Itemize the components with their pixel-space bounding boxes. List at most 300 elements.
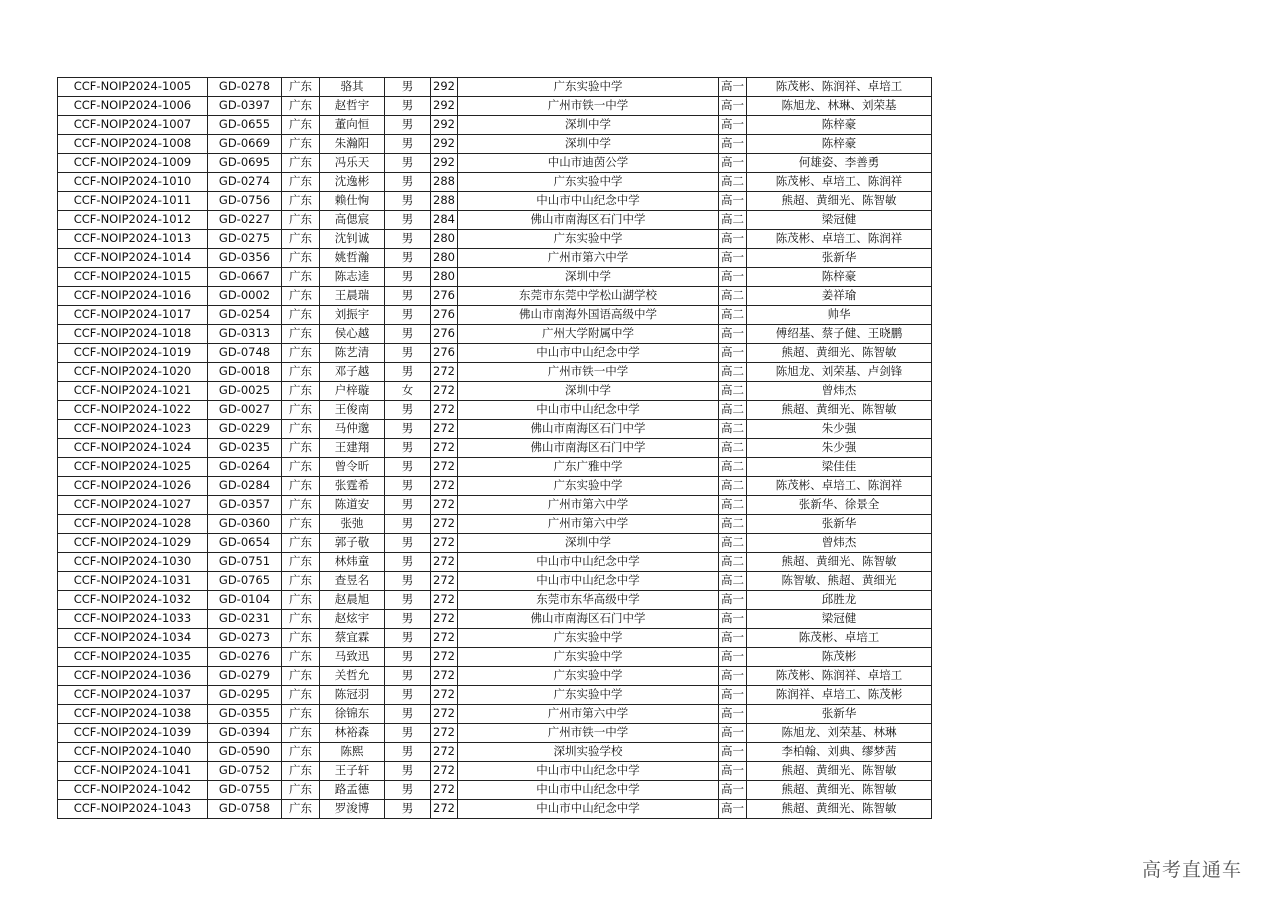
grade-cell: 高一: [719, 800, 747, 819]
gender-cell: 男: [385, 325, 431, 344]
name-cell: 高偲宸: [320, 211, 385, 230]
ticket-id-cell: CCF-NOIP2024-1034: [58, 629, 208, 648]
grade-cell: 高二: [719, 439, 747, 458]
grade-cell: 高一: [719, 249, 747, 268]
gender-cell: 男: [385, 78, 431, 97]
candidate-id-cell: GD-0264: [208, 458, 282, 477]
province-cell: 广东: [282, 382, 320, 401]
ticket-id-cell: CCF-NOIP2024-1015: [58, 268, 208, 287]
grade-cell: 高一: [719, 344, 747, 363]
score-cell: 292: [431, 135, 458, 154]
results-table: [57, 77, 932, 819]
grade-cell: 高二: [719, 173, 747, 192]
gender-cell: 男: [385, 420, 431, 439]
province-cell: 广东: [282, 762, 320, 781]
province-cell: 广东: [282, 363, 320, 382]
grade-cell: 高一: [719, 743, 747, 762]
school-cell: 中山市中山纪念中学: [458, 800, 719, 819]
province-cell: 广东: [282, 667, 320, 686]
gender-cell: 男: [385, 439, 431, 458]
gender-cell: 男: [385, 648, 431, 667]
grade-cell: 高一: [719, 781, 747, 800]
school-cell: 广东实验中学: [458, 78, 719, 97]
teacher-cell: 张新华: [747, 705, 932, 724]
gender-cell: 男: [385, 154, 431, 173]
name-cell: 朱瀚阳: [320, 135, 385, 154]
candidate-id-cell: GD-0229: [208, 420, 282, 439]
watermark-text: 高考直通车: [1142, 859, 1243, 881]
teacher-cell: 熊超、黄细光、陈智敏: [747, 401, 932, 420]
teacher-cell: 傅绍基、蔡子健、王晓鹏: [747, 325, 932, 344]
name-cell: 罗浚博: [320, 800, 385, 819]
score-cell: 272: [431, 534, 458, 553]
province-cell: 广东: [282, 648, 320, 667]
score-cell: 272: [431, 762, 458, 781]
candidate-id-cell: GD-0654: [208, 534, 282, 553]
score-cell: 272: [431, 515, 458, 534]
grade-cell: 高二: [719, 477, 747, 496]
name-cell: 郭子敬: [320, 534, 385, 553]
results-table-body: [58, 78, 932, 819]
table-row: [58, 116, 932, 135]
teacher-cell: 陈梓豪: [747, 268, 932, 287]
table-row: [58, 249, 932, 268]
teacher-cell: 张新华: [747, 249, 932, 268]
name-cell: 刘振宇: [320, 306, 385, 325]
grade-cell: 高二: [719, 420, 747, 439]
ticket-id-cell: CCF-NOIP2024-1014: [58, 249, 208, 268]
school-cell: 广东实验中学: [458, 173, 719, 192]
name-cell: 林炜童: [320, 553, 385, 572]
province-cell: 广东: [282, 420, 320, 439]
teacher-cell: 李柏翰、刘典、缪梦茜: [747, 743, 932, 762]
teacher-cell: 朱少强: [747, 420, 932, 439]
candidate-id-cell: GD-0360: [208, 515, 282, 534]
candidate-id-cell: GD-0394: [208, 724, 282, 743]
gender-cell: 男: [385, 610, 431, 629]
school-cell: 深圳中学: [458, 116, 719, 135]
gender-cell: 男: [385, 458, 431, 477]
teacher-cell: 熊超、黄细光、陈智敏: [747, 553, 932, 572]
table-row: [58, 192, 932, 211]
school-cell: 深圳实验学校: [458, 743, 719, 762]
ticket-id-cell: CCF-NOIP2024-1018: [58, 325, 208, 344]
table-row: [58, 211, 932, 230]
ticket-id-cell: CCF-NOIP2024-1026: [58, 477, 208, 496]
candidate-id-cell: GD-0695: [208, 154, 282, 173]
province-cell: 广东: [282, 78, 320, 97]
table-row: [58, 591, 932, 610]
grade-cell: 高二: [719, 496, 747, 515]
teacher-cell: 姜祥瑜: [747, 287, 932, 306]
candidate-id-cell: GD-0355: [208, 705, 282, 724]
table-row: [58, 534, 932, 553]
candidate-id-cell: GD-0313: [208, 325, 282, 344]
candidate-id-cell: GD-0590: [208, 743, 282, 762]
school-cell: 广东实验中学: [458, 230, 719, 249]
table-row: [58, 78, 932, 97]
score-cell: 272: [431, 800, 458, 819]
province-cell: 广东: [282, 572, 320, 591]
gender-cell: 男: [385, 287, 431, 306]
teacher-cell: 曾炜杰: [747, 534, 932, 553]
grade-cell: 高二: [719, 382, 747, 401]
candidate-id-cell: GD-0231: [208, 610, 282, 629]
ticket-id-cell: CCF-NOIP2024-1012: [58, 211, 208, 230]
school-cell: 广东实验中学: [458, 648, 719, 667]
grade-cell: 高二: [719, 363, 747, 382]
table-row: [58, 553, 932, 572]
province-cell: 广东: [282, 154, 320, 173]
gender-cell: 男: [385, 591, 431, 610]
teacher-cell: 熊超、黄细光、陈智敏: [747, 192, 932, 211]
gender-cell: 男: [385, 705, 431, 724]
name-cell: 陈艺清: [320, 344, 385, 363]
name-cell: 陈冠羽: [320, 686, 385, 705]
table-row: [58, 705, 932, 724]
name-cell: 徐锦东: [320, 705, 385, 724]
table-row: [58, 667, 932, 686]
candidate-id-cell: GD-0002: [208, 287, 282, 306]
gender-cell: 男: [385, 629, 431, 648]
school-cell: 深圳中学: [458, 135, 719, 154]
province-cell: 广东: [282, 553, 320, 572]
score-cell: 272: [431, 591, 458, 610]
province-cell: 广东: [282, 325, 320, 344]
teacher-cell: 陈梓豪: [747, 135, 932, 154]
gender-cell: 男: [385, 363, 431, 382]
grade-cell: 高二: [719, 211, 747, 230]
school-cell: 广东实验中学: [458, 667, 719, 686]
table-row: [58, 629, 932, 648]
score-cell: 292: [431, 154, 458, 173]
candidate-id-cell: GD-0397: [208, 97, 282, 116]
name-cell: 王俊南: [320, 401, 385, 420]
score-cell: 272: [431, 439, 458, 458]
grade-cell: 高一: [719, 116, 747, 135]
gender-cell: 男: [385, 743, 431, 762]
ticket-id-cell: CCF-NOIP2024-1009: [58, 154, 208, 173]
gender-cell: 男: [385, 667, 431, 686]
school-cell: 广东实验中学: [458, 686, 719, 705]
school-cell: 广州市铁一中学: [458, 724, 719, 743]
candidate-id-cell: GD-0669: [208, 135, 282, 154]
ticket-id-cell: CCF-NOIP2024-1032: [58, 591, 208, 610]
ticket-id-cell: CCF-NOIP2024-1024: [58, 439, 208, 458]
teacher-cell: 张新华: [747, 515, 932, 534]
name-cell: 路孟德: [320, 781, 385, 800]
gender-cell: 男: [385, 116, 431, 135]
province-cell: 广东: [282, 800, 320, 819]
school-cell: 广州市第六中学: [458, 515, 719, 534]
score-cell: 272: [431, 724, 458, 743]
grade-cell: 高二: [719, 306, 747, 325]
school-cell: 中山市中山纪念中学: [458, 553, 719, 572]
province-cell: 广东: [282, 477, 320, 496]
score-cell: 292: [431, 78, 458, 97]
ticket-id-cell: CCF-NOIP2024-1005: [58, 78, 208, 97]
school-cell: 中山市中山纪念中学: [458, 572, 719, 591]
province-cell: 广东: [282, 439, 320, 458]
score-cell: 272: [431, 648, 458, 667]
name-cell: 张弛: [320, 515, 385, 534]
name-cell: 曾令昕: [320, 458, 385, 477]
gender-cell: 男: [385, 211, 431, 230]
table-row: [58, 648, 932, 667]
grade-cell: 高一: [719, 325, 747, 344]
ticket-id-cell: CCF-NOIP2024-1031: [58, 572, 208, 591]
school-cell: 东莞市东莞中学松山湖学校: [458, 287, 719, 306]
gender-cell: 女: [385, 382, 431, 401]
candidate-id-cell: GD-0276: [208, 648, 282, 667]
table-row: [58, 135, 932, 154]
school-cell: 深圳中学: [458, 382, 719, 401]
gender-cell: 男: [385, 496, 431, 515]
gender-cell: 男: [385, 800, 431, 819]
ticket-id-cell: CCF-NOIP2024-1010: [58, 173, 208, 192]
ticket-id-cell: CCF-NOIP2024-1036: [58, 667, 208, 686]
table-row: [58, 610, 932, 629]
province-cell: 广东: [282, 116, 320, 135]
score-cell: 272: [431, 705, 458, 724]
table-row: [58, 97, 932, 116]
score-cell: 272: [431, 420, 458, 439]
candidate-id-cell: GD-0758: [208, 800, 282, 819]
table-row: [58, 401, 932, 420]
candidate-id-cell: GD-0254: [208, 306, 282, 325]
ticket-id-cell: CCF-NOIP2024-1042: [58, 781, 208, 800]
province-cell: 广东: [282, 724, 320, 743]
score-cell: 272: [431, 686, 458, 705]
gender-cell: 男: [385, 268, 431, 287]
score-cell: 272: [431, 382, 458, 401]
name-cell: 王子轩: [320, 762, 385, 781]
name-cell: 马仲邈: [320, 420, 385, 439]
candidate-id-cell: GD-0279: [208, 667, 282, 686]
score-cell: 276: [431, 287, 458, 306]
score-cell: 272: [431, 553, 458, 572]
table-row: [58, 420, 932, 439]
name-cell: 赵晨旭: [320, 591, 385, 610]
name-cell: 王晨瑞: [320, 287, 385, 306]
teacher-cell: 梁佳佳: [747, 458, 932, 477]
grade-cell: 高一: [719, 686, 747, 705]
name-cell: 马致迅: [320, 648, 385, 667]
grade-cell: 高一: [719, 97, 747, 116]
score-cell: 272: [431, 629, 458, 648]
candidate-id-cell: GD-0655: [208, 116, 282, 135]
ticket-id-cell: CCF-NOIP2024-1019: [58, 344, 208, 363]
school-cell: 广东实验中学: [458, 477, 719, 496]
table-row: [58, 230, 932, 249]
score-cell: 272: [431, 610, 458, 629]
teacher-cell: 陈茂彬、卓培工: [747, 629, 932, 648]
province-cell: 广东: [282, 135, 320, 154]
school-cell: 中山市迪茵公学: [458, 154, 719, 173]
school-cell: 东莞市东华高级中学: [458, 591, 719, 610]
province-cell: 广东: [282, 268, 320, 287]
grade-cell: 高二: [719, 458, 747, 477]
candidate-id-cell: GD-0295: [208, 686, 282, 705]
score-cell: 292: [431, 116, 458, 135]
candidate-id-cell: GD-0278: [208, 78, 282, 97]
province-cell: 广东: [282, 211, 320, 230]
score-cell: 280: [431, 230, 458, 249]
table-row: [58, 800, 932, 819]
score-cell: 288: [431, 173, 458, 192]
school-cell: 中山市中山纪念中学: [458, 762, 719, 781]
score-cell: 288: [431, 192, 458, 211]
score-cell: 272: [431, 781, 458, 800]
grade-cell: 高一: [719, 192, 747, 211]
grade-cell: 高一: [719, 610, 747, 629]
score-cell: 272: [431, 496, 458, 515]
province-cell: 广东: [282, 249, 320, 268]
grade-cell: 高二: [719, 287, 747, 306]
table-row: [58, 306, 932, 325]
ticket-id-cell: CCF-NOIP2024-1017: [58, 306, 208, 325]
teacher-cell: 陈茂彬、陈润祥、卓培工: [747, 667, 932, 686]
name-cell: 陈道安: [320, 496, 385, 515]
name-cell: 赵炫宇: [320, 610, 385, 629]
province-cell: 广东: [282, 629, 320, 648]
ticket-id-cell: CCF-NOIP2024-1041: [58, 762, 208, 781]
school-cell: 佛山市南海外国语高级中学: [458, 306, 719, 325]
province-cell: 广东: [282, 610, 320, 629]
gender-cell: 男: [385, 534, 431, 553]
name-cell: 张霆希: [320, 477, 385, 496]
teacher-cell: 帅华: [747, 306, 932, 325]
name-cell: 王建翔: [320, 439, 385, 458]
gender-cell: 男: [385, 515, 431, 534]
name-cell: 林裕森: [320, 724, 385, 743]
table-row: [58, 515, 932, 534]
gender-cell: 男: [385, 762, 431, 781]
score-cell: 272: [431, 401, 458, 420]
province-cell: 广东: [282, 705, 320, 724]
province-cell: 广东: [282, 686, 320, 705]
grade-cell: 高一: [719, 135, 747, 154]
ticket-id-cell: CCF-NOIP2024-1021: [58, 382, 208, 401]
gender-cell: 男: [385, 135, 431, 154]
grade-cell: 高二: [719, 534, 747, 553]
grade-cell: 高一: [719, 705, 747, 724]
province-cell: 广东: [282, 591, 320, 610]
ticket-id-cell: CCF-NOIP2024-1020: [58, 363, 208, 382]
ticket-id-cell: CCF-NOIP2024-1043: [58, 800, 208, 819]
province-cell: 广东: [282, 230, 320, 249]
score-cell: 292: [431, 97, 458, 116]
score-cell: 272: [431, 743, 458, 762]
name-cell: 姚哲瀚: [320, 249, 385, 268]
table-row: [58, 439, 932, 458]
school-cell: 广州市第六中学: [458, 705, 719, 724]
school-cell: 广东实验中学: [458, 629, 719, 648]
score-cell: 272: [431, 572, 458, 591]
table-row: [58, 572, 932, 591]
table-row: [58, 477, 932, 496]
name-cell: 冯乐天: [320, 154, 385, 173]
province-cell: 广东: [282, 515, 320, 534]
teacher-cell: 陈茂彬: [747, 648, 932, 667]
gender-cell: 男: [385, 553, 431, 572]
ticket-id-cell: CCF-NOIP2024-1039: [58, 724, 208, 743]
grade-cell: 高一: [719, 667, 747, 686]
table-row: [58, 458, 932, 477]
name-cell: 董向恒: [320, 116, 385, 135]
candidate-id-cell: GD-0274: [208, 173, 282, 192]
grade-cell: 高二: [719, 515, 747, 534]
score-cell: 276: [431, 306, 458, 325]
school-cell: 深圳中学: [458, 534, 719, 553]
province-cell: 广东: [282, 173, 320, 192]
gender-cell: 男: [385, 477, 431, 496]
province-cell: 广东: [282, 287, 320, 306]
grade-cell: 高二: [719, 553, 747, 572]
province-cell: 广东: [282, 306, 320, 325]
grade-cell: 高一: [719, 154, 747, 173]
teacher-cell: 邱胜龙: [747, 591, 932, 610]
ticket-id-cell: CCF-NOIP2024-1016: [58, 287, 208, 306]
teacher-cell: 陈茂彬、卓培工、陈润祥: [747, 173, 932, 192]
table-row: [58, 363, 932, 382]
ticket-id-cell: CCF-NOIP2024-1030: [58, 553, 208, 572]
gender-cell: 男: [385, 572, 431, 591]
teacher-cell: 陈茂彬、卓培工、陈润祥: [747, 230, 932, 249]
gender-cell: 男: [385, 230, 431, 249]
school-cell: 中山市中山纪念中学: [458, 401, 719, 420]
gender-cell: 男: [385, 686, 431, 705]
teacher-cell: 熊超、黄细光、陈智敏: [747, 800, 932, 819]
table-row: [58, 762, 932, 781]
teacher-cell: 陈旭龙、林琳、刘荣基: [747, 97, 932, 116]
teacher-cell: 梁冠健: [747, 211, 932, 230]
candidate-id-cell: GD-0275: [208, 230, 282, 249]
school-cell: 广州市第六中学: [458, 496, 719, 515]
table-row: [58, 344, 932, 363]
name-cell: 关哲允: [320, 667, 385, 686]
name-cell: 蔡宜霖: [320, 629, 385, 648]
school-cell: 深圳中学: [458, 268, 719, 287]
score-cell: 280: [431, 249, 458, 268]
ticket-id-cell: CCF-NOIP2024-1025: [58, 458, 208, 477]
ticket-id-cell: CCF-NOIP2024-1035: [58, 648, 208, 667]
teacher-cell: 陈茂彬、卓培工、陈润祥: [747, 477, 932, 496]
name-cell: 赵哲宇: [320, 97, 385, 116]
province-cell: 广东: [282, 534, 320, 553]
ticket-id-cell: CCF-NOIP2024-1007: [58, 116, 208, 135]
teacher-cell: 朱少强: [747, 439, 932, 458]
name-cell: 赖仕恂: [320, 192, 385, 211]
teacher-cell: 熊超、黄细光、陈智敏: [747, 762, 932, 781]
candidate-id-cell: GD-0027: [208, 401, 282, 420]
ticket-id-cell: CCF-NOIP2024-1023: [58, 420, 208, 439]
school-cell: 中山市中山纪念中学: [458, 781, 719, 800]
candidate-id-cell: GD-0356: [208, 249, 282, 268]
candidate-id-cell: GD-0765: [208, 572, 282, 591]
name-cell: 查昱名: [320, 572, 385, 591]
teacher-cell: 何雄姿、李善勇: [747, 154, 932, 173]
table-row: [58, 382, 932, 401]
teacher-cell: 梁冠健: [747, 610, 932, 629]
teacher-cell: 张新华、徐景全: [747, 496, 932, 515]
school-cell: 佛山市南海区石门中学: [458, 610, 719, 629]
ticket-id-cell: CCF-NOIP2024-1038: [58, 705, 208, 724]
grade-cell: 高一: [719, 591, 747, 610]
teacher-cell: 陈梓豪: [747, 116, 932, 135]
name-cell: 邓子越: [320, 363, 385, 382]
score-cell: 276: [431, 344, 458, 363]
